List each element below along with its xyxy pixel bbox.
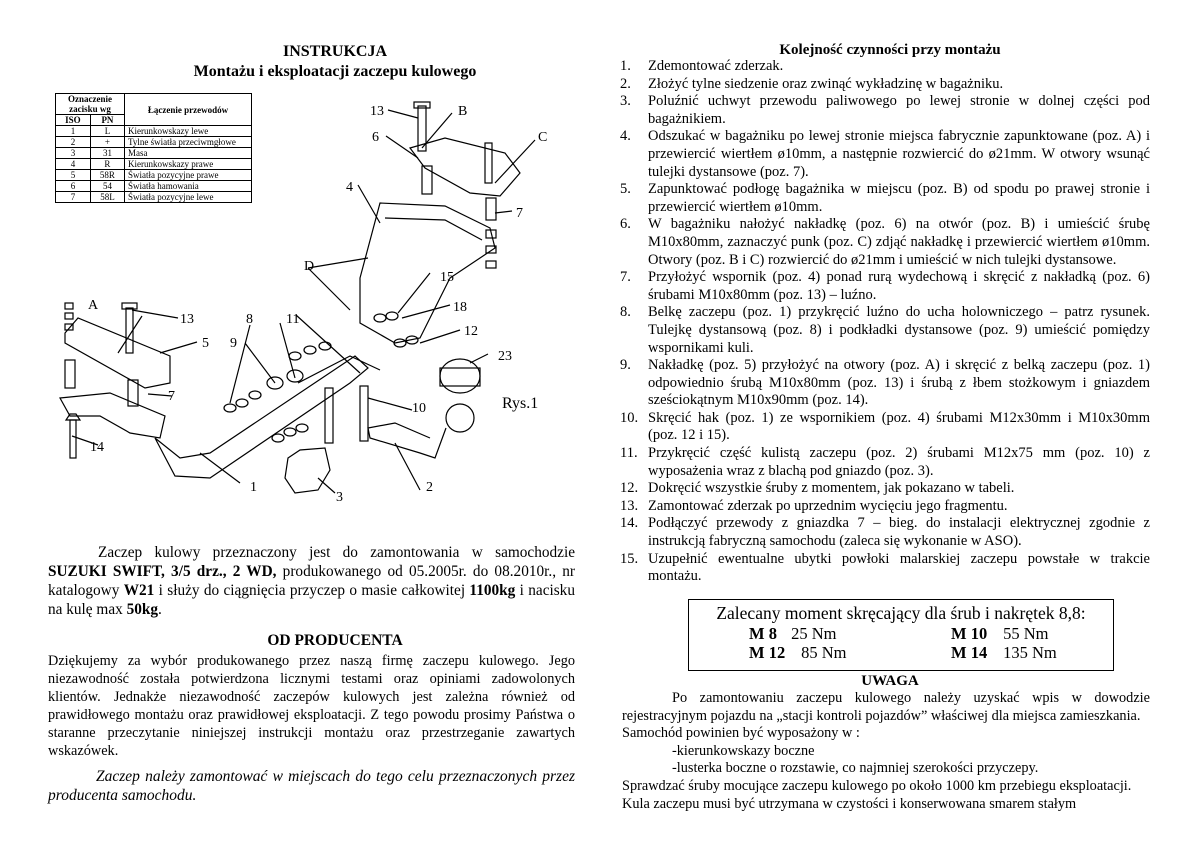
label-14: 14 [90,440,104,455]
desc-part-5: . [158,601,162,618]
step-text: Uzupełnić ewentualne ubytki powłoki malarskiej zaczepu powstałe w trakcie montażu. [648,550,1150,585]
document-title [40,42,630,82]
iso-cell: 1 [56,126,91,137]
label-18: 18 [453,300,467,315]
pn-cell: 31 [90,148,124,159]
step-number: 9. [620,357,631,374]
installation-steps [620,58,1150,586]
list-item [620,269,1150,304]
label-23: 23 [498,349,512,364]
step-text: W bagażniku nałożyć nakładkę (poz. 6) na otwór (poz. B) i umieścić śrubę M10x80mm, zaznaczyć punk (poz. C) zdjąć nakładkę i przewiercić wiertłem ø10mm. Otwory (poz. B i C) rozwiercić do ø21mm i umieścić w nich tulejki dystansowe. [648,216,1150,268]
iso-cell: 6 [56,181,91,192]
list-item [620,181,1150,216]
socket-plate-3-shape [285,448,330,493]
list-item [620,93,1150,128]
pn-cell: R [90,159,124,170]
step-text: Poluźnić uchwyt przewodu paliwowego po lewej stronie w dolnej części pod bagażnikiem. [648,93,1150,127]
step-text: Odszukać w bagażniku po lewej stronie miejsca fabrycznie zapunktowane (poz. A) i przewiercić wiertłem ø10mm, a następnie rozwiercić do ø21mm. W otwory wsunąć tulejki dystansowe (poz. 7). [648,128,1150,180]
torque-label: M 12 [749,643,786,662]
list-item [620,445,1150,480]
torque-heading: Zalecany moment skręcający dla śrub i nakrętek 8,8: [716,603,1086,623]
list-item [620,498,1150,516]
torque-m8 [749,624,837,644]
warning-p4: Kula zaczepu musi być utrzymana w czystości i konserwowana smarem stałym [622,795,1077,812]
wiring-col-pn: PN [90,115,124,126]
warning-p1: Po zamontowaniu zaczepu kulowego należy uzyskać wpis w dowodzie rejestracyjnym pojazdu na „stacji kontroli pojazdów” właściwej dla miejsca zamieszkania. [622,690,1150,724]
step-number: 5. [620,181,631,198]
iso-cell: 5 [56,170,91,181]
ball-load: 50kg [126,601,159,618]
label-8: 8 [246,312,253,327]
torque-table [688,599,1114,671]
desc-part-4: i nacisku na kulę max [48,582,575,618]
step-number: 6. [620,216,631,233]
desc-cell: Światła pozycyjne lewe [125,192,252,203]
torque-value: 85 Nm [801,643,847,662]
warning-heading: UWAGA [861,673,919,689]
product-description [48,543,575,619]
torque-m14 [951,643,1057,663]
table-row [56,170,252,181]
step-number: 1. [620,58,631,74]
step-number: 10. [620,409,639,426]
pn-cell: + [90,137,124,148]
desc-cell: Kierunkowskazy lewe [125,126,252,137]
pn-cell: L [90,126,124,137]
desc-cell: Masa [125,148,252,159]
torque-label: M 10 [951,624,988,643]
list-item [620,58,1150,76]
step-text: Zapunktować podłogę bagażnika w miejscu (poz. B) od spodu po prawej stronie i przewiercić wiertłem ø10mm. [648,181,1150,215]
label-5: 5 [202,336,209,351]
desc-cell: Światła pozycyjne prawe [125,170,252,181]
steps-heading: Kolejność czynności przy montażu [779,42,1001,58]
torque-m12 [749,643,847,663]
desc-cell: Kierunkowskazy prawe [125,159,252,170]
step-text: Złożyć tylne siedzenie oraz zwinąć wykładzinę w bagażniku. [648,75,1004,92]
step-text: Skręcić hak (poz. 1) ze wspornikiem (poz. 4) śrubami M12x30mm i M10x30mm (poz. 12 i 15). [648,409,1150,444]
label-15: 15 [440,270,454,285]
step-number: 3. [620,93,631,110]
iso-cell: 3 [56,148,91,159]
wiring-table [55,93,252,203]
label-4: 4 [346,180,353,195]
label-13a: 13 [370,104,384,119]
step-text: Zdemontować zderzak. [648,58,784,74]
warning-bullet-1: -kierunkowskazy boczne [672,742,815,759]
list-item [620,551,1150,586]
list-item [620,410,1150,445]
list-item [620,76,1150,94]
table-row [56,137,252,148]
step-number: 8. [620,304,631,321]
producer-heading: OD PRODUCENTA [267,632,403,649]
iso-cell: 2 [56,137,91,148]
pn-cell: 58R [90,170,124,181]
step-text: Zamontować zderzak po uprzednim wycięciu jego fragmentu. [648,497,1008,514]
label-2: 2 [426,480,433,495]
step-text: Przykręcić część kulistą zaczepu (poz. 2) śrubami M12x75 mm (poz. 10) z wyposażenia wraz z blachą pod gniazdo (poz. 3). [648,445,1150,479]
list-item [620,357,1150,410]
label-11: 11 [286,312,300,327]
warning-p2: Samochód powinien być wyposażony w : [622,725,860,742]
mounting-note: Zaczep należy zamontować w miejscach do tego celu przeznaczonych przez producenta samochodu. [48,768,575,804]
torque-m10 [951,624,1049,644]
desc-part-2: produkowanego od 05.2005r. do 08.2010r., nr katalogowy [48,563,575,599]
pn-cell: 58L [90,192,124,203]
warning-p3: Sprawdzać śruby mocujące zaczepu kulowego po około 1000 km przebiegu eksploatacji. [622,777,1132,794]
table-row [56,148,252,159]
figure-label: Rys.1 [502,395,539,412]
table-row [56,192,252,203]
label-7b: 7 [168,389,175,404]
title-line-2: Montażu i eksploatacji zaczepu kulowego [193,63,477,80]
desc-part-3: i służy do ciągnięcia przyczep o masie całkowitej [154,582,470,599]
step-text: Przyłożyć wspornik (poz. 4) ponad rurą wydechową i skręcić z nakładką (poz. 6) śrubami M10x80mm (poz. 13) – luźno. [648,269,1150,303]
label-7a: 7 [516,206,523,221]
step-text: Podłączyć przewody z gniazdka 7 – bieg. do instalacji elektrycznej zgodnie z instrukcją fabryczną samochodu (zaleca się wykonanie w ASO). [648,515,1150,550]
trailer-mass: 1100kg [469,582,516,599]
desc-part-1: Zaczep kulowy przeznaczony jest do zamontowania w samochodzie [98,544,575,561]
label-b: B [458,104,468,119]
car-model: SUZUKI SWIFT, 3/5 drz., 2 WD, [48,563,277,580]
step-number: 7. [620,269,631,286]
label-1: 1 [250,480,257,495]
desc-cell: Tylne światła przeciwmgłowe [125,137,252,148]
step-number: 15. [620,550,639,567]
iso-cell: 4 [56,159,91,170]
warning-text [622,690,1150,813]
label-9: 9 [230,336,237,351]
wiring-col-iso: ISO [56,115,91,126]
pn-cell: 54 [90,181,124,192]
label-d: D [304,259,315,274]
list-item [620,216,1150,269]
producer-text: Dziękujemy za wybór produkowanego przez naszą firmę zaczepu kulowego. Jego niezawodność została potwierdzona licznymi testami oraz opiniami zadowolonych klientów. Jednakże niezawodność zaczepów kulowych jest zależna również od prawidłowego montażu oraz prawidłowej eksploatacji. Z tego powodu prosimy Państwa o staranne przeczytanie niniejszej instrukcji montażu oraz przestrzeganie zawartych wskazówek. [48,653,575,759]
title-line-1: INSTRUKCJA [282,43,387,60]
desc-cell: Światła hamowania [125,181,252,192]
torque-value: 135 Nm [1003,643,1057,662]
step-text: Dokręcić wszystkie śruby z momentem, jak pokazano w tabeli. [648,480,1015,497]
torque-value: 25 Nm [791,624,837,643]
step-number: 13. [620,497,639,514]
list-item [620,480,1150,498]
table-row [56,126,252,137]
label-3: 3 [336,490,343,505]
list-item [620,304,1150,357]
wiring-header-conn: Łączenie przewodów [125,94,252,126]
label-13b: 13 [180,312,194,327]
step-number: 4. [620,128,631,145]
list-item [620,515,1150,550]
table-row [56,159,252,170]
step-number: 14. [620,515,639,532]
torque-label: M 8 [749,624,777,643]
warning-bullet-2: -lusterka boczne o rozstawie, co najmniej szerokości przyczepy. [672,760,1039,777]
step-text: Nakładkę (poz. 5) przyłożyć na otwory (poz. A) i skręcić z belką zaczepu (poz. 1) odpowiednio śrubą M10x80mm (poz. 13) i śrubą z łbem stożkowym i gniazdem sześciokątnym M10x90mm (poz. 14). [648,357,1150,409]
iso-cell: 7 [56,192,91,203]
label-12: 12 [464,324,478,339]
label-c: C [538,130,548,145]
torque-value: 55 Nm [1003,624,1049,643]
torque-label: M 14 [951,643,988,662]
step-number: 11. [620,445,638,462]
label-a: A [88,298,99,313]
plate-5-shape [65,318,170,388]
list-item [620,128,1150,181]
label-6: 6 [372,130,379,145]
catalog-number: W21 [123,582,155,599]
wiring-header-group: Oznaczenie zacisku wg [56,94,125,115]
beam-1-shape [155,356,368,478]
table-row [56,181,252,192]
step-text: Belkę zaczepu (poz. 1) przykręcić luźno do ucha holowniczego – patrz rysunek. Tulejkę dystansową (poz. 8) i podkładki dystansowe (poz. 9) umieścić pomiędzy wspornikami kuli. [648,304,1150,356]
label-10: 10 [412,401,426,416]
step-number: 2. [620,75,631,92]
step-number: 12. [620,480,639,497]
